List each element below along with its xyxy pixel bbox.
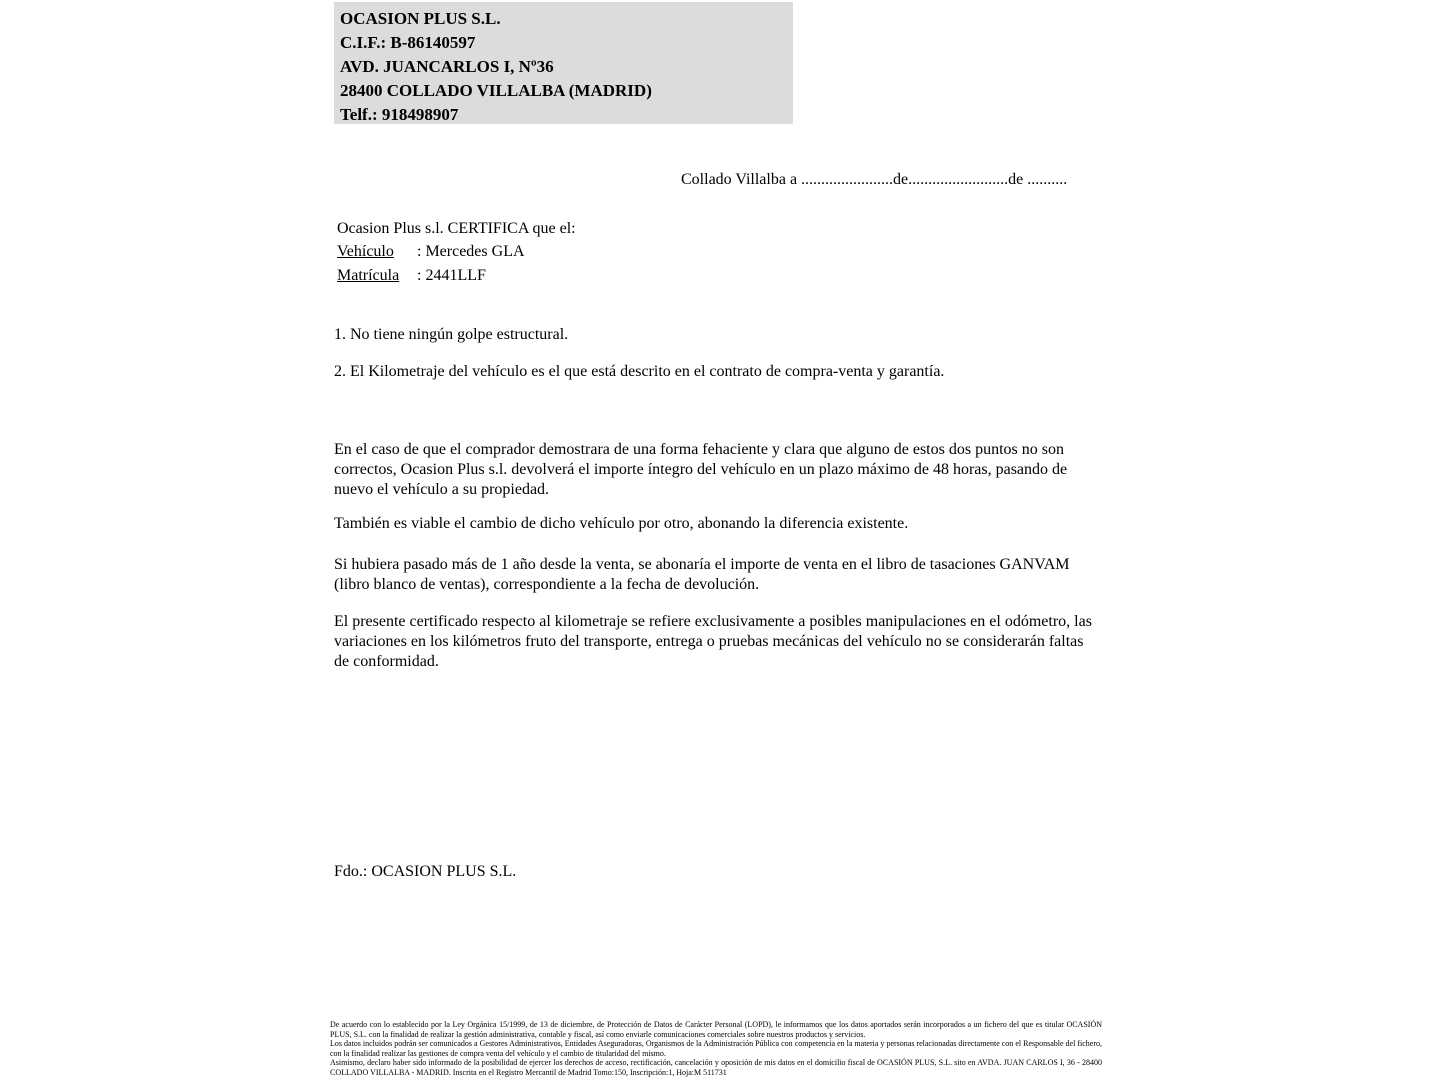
company-phone: Telf.: 918498907 [340, 105, 459, 124]
company-name: OCASION PLUS S.L. [340, 9, 501, 28]
body-paragraph-1: En el caso de que el comprador demostrara de una forma fehaciente y clara que alguno de estos dos puntos no son correctos, Ocasion Plus s.l. devolverá el importe íntegro del vehículo en un plazo máximo de 48 horas, pasando de nuevo el vehículo a su propiedad. [334, 441, 1068, 498]
certified-point-2: 2. El Kilometraje del vehículo es el que está descrito en el contrato de compra-venta y garantía. [334, 363, 945, 380]
date-line: Collado Villalba a .......................de.........................de .......... [681, 171, 1068, 188]
body-paragraph-4: El presente certificado respecto al kilometraje se refiere exclusivamente a posibles manipulaciones en el odómetro, las variaciones en los kilómetros fruto del transporte, entrega o pruebas mecánicas del vehículo no se considerarán faltas de conformidad. [334, 613, 1092, 670]
certification-block [337, 217, 576, 287]
footer-paragraph-2: Los datos incluidos podrán ser comunicados a Gestores Administrativos, Entidades Aseguradoras, Organismos de la Administración Pública con competencia en la materia y personas relacionadas directamente con el Responsable del fichero, con la finalidad realizar las gestiones de compra venta del vehículo y el cambio de titularidad del mismo. [330, 1039, 1102, 1058]
vehicle-value: : Mercedes GLA [417, 243, 525, 261]
vehicle-label: Vehículo [337, 243, 394, 261]
certified-point-1: 1. No tiene ningún golpe estructural. [334, 326, 569, 343]
certify-intro: Ocasion Plus s.l. CERTIFICA que el: [337, 220, 576, 237]
body-paragraph-2: También es viable el cambio de dicho vehículo por otro, abonando la diferencia existente. [334, 515, 909, 532]
company-address: AVD. JUANCARLOS I, Nº36 [340, 57, 554, 76]
company-letterhead [334, 2, 793, 124]
footer-paragraph-1: De acuerdo con lo establecido por la Ley Orgánica 15/1999, de 13 de diciembre, de Protección de Datos de Carácter Personal (LOPD), le informamos que los datos aportados serán incorporados a un fichero del que es titular OCASIÓN PLUS, S.L. con la finalidad de realizar la gestión administrativa, contable y fiscal, así como enviarle comunicaciones comerciales sobre nuestros productos y servicios. [330, 1020, 1102, 1039]
plate-row [337, 264, 576, 287]
plate-label: Matrícula [337, 266, 400, 284]
footer-paragraph-3: Asimismo, declaro haber sido informado de la posibilidad de ejercer los derechos de acceso, rectificación, cancelación y oposición de mis datos en el domicilio fiscal de OCASIÓN PLUS, S.L. sito en AVDA. JUAN CARLOS I, 36 - 28400 COLLADO VILLALBA - MADRID. Inscrita en el Registro Mercantil de Madrid Tomo:150, Inscripción:1, Hoja:M 511731 [330, 1058, 1102, 1077]
company-city: 28400 COLLADO VILLALBA (MADRID) [340, 81, 652, 100]
plate-value: : 2441LLF [417, 266, 486, 284]
company-cif: C.I.F.: B-86140597 [340, 33, 476, 52]
legal-footer [330, 1020, 1102, 1078]
signature-line: Fdo.: OCASION PLUS S.L. [334, 863, 517, 880]
body-paragraph-3: Si hubiera pasado más de 1 año desde la venta, se abonaría el importe de venta en el libro de tasaciones GANVAM (libro blanco de ventas), correspondiente a la fecha de devolución. [334, 556, 1070, 593]
vehicle-row [337, 240, 576, 263]
